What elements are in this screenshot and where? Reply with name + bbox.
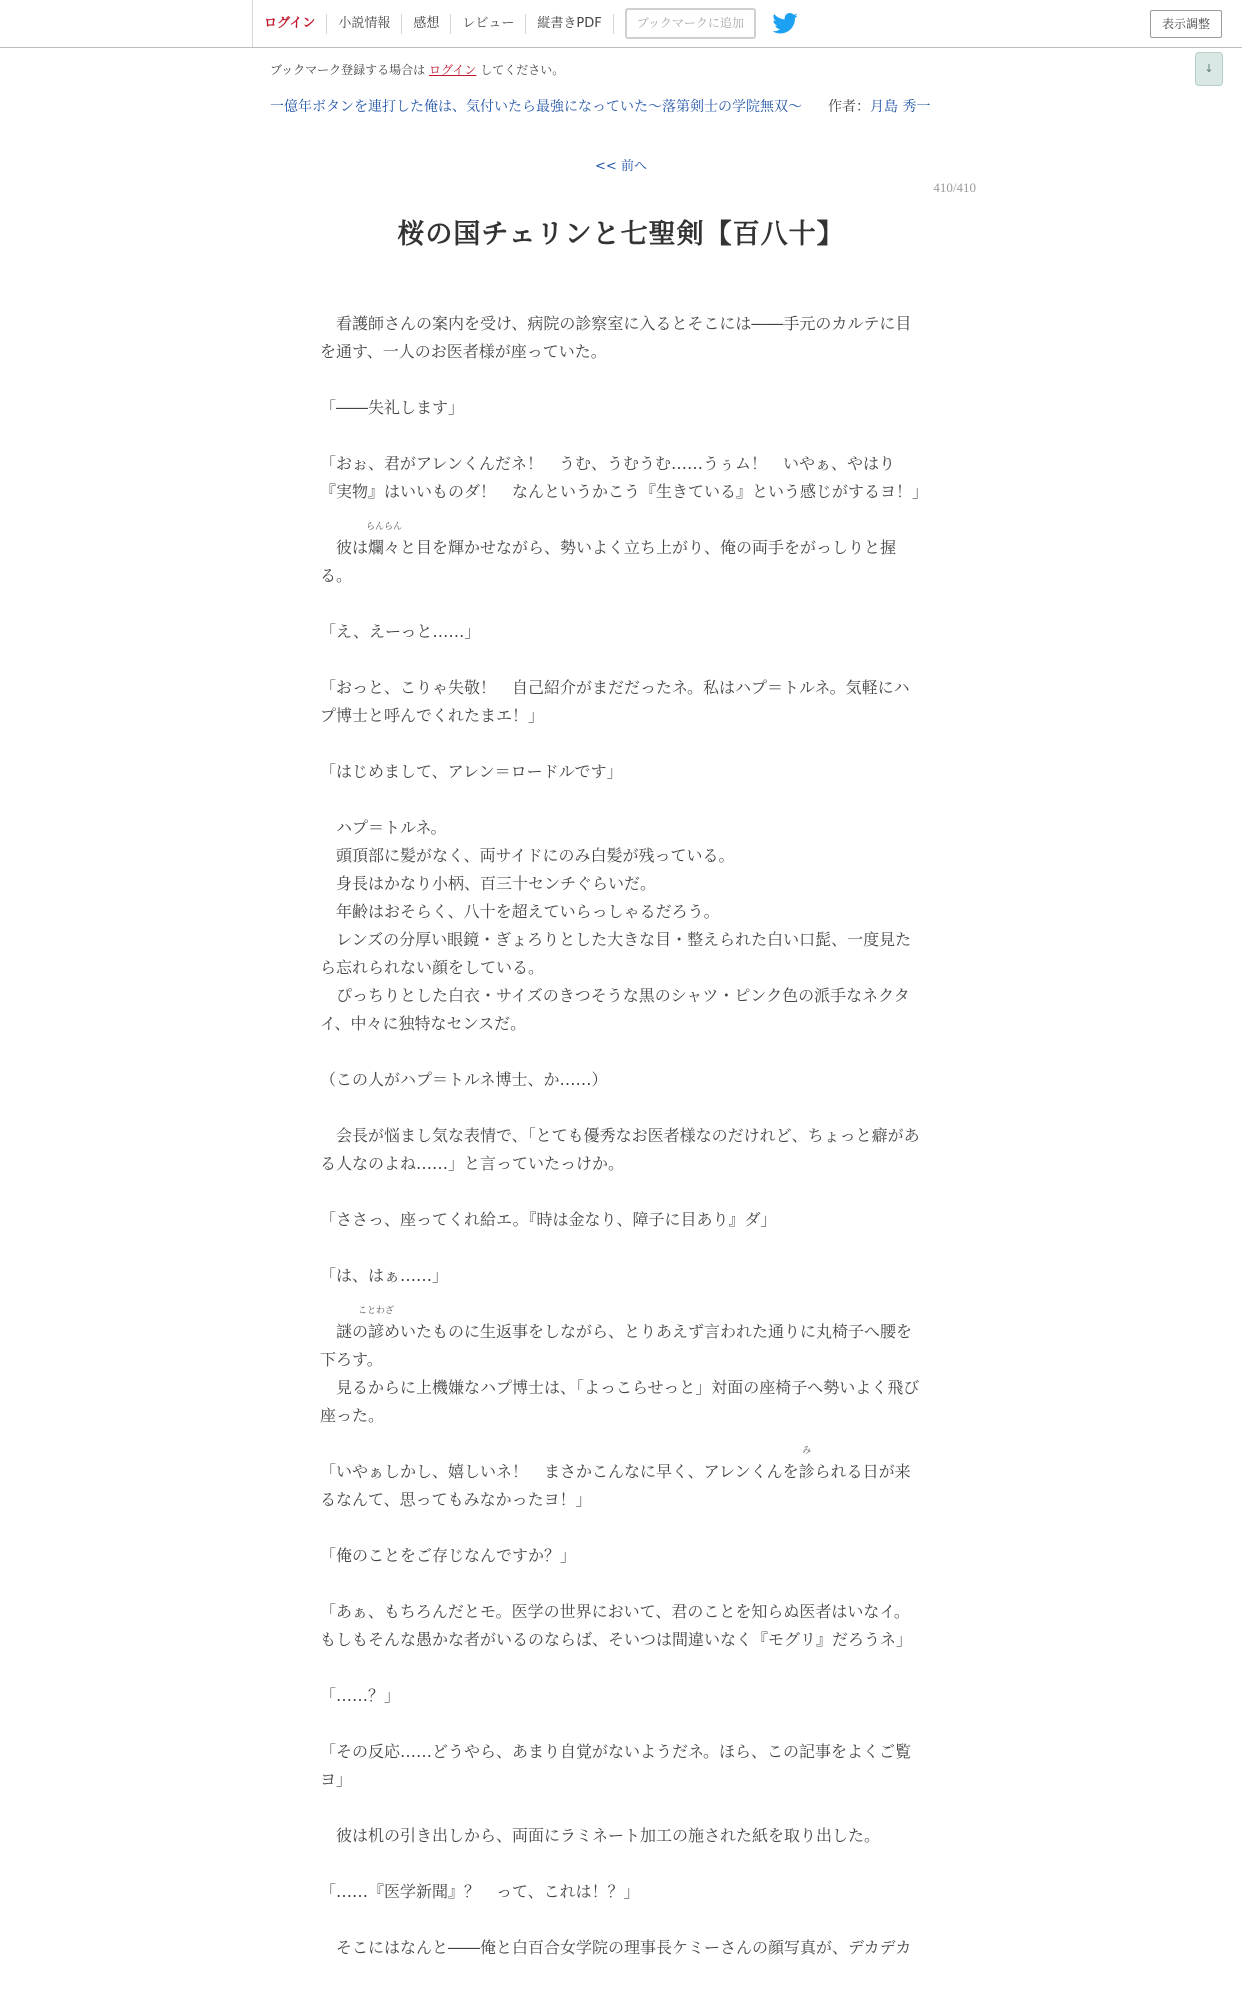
nav-menu <box>252 0 798 47</box>
paragraph: 「え、えーっと……」 <box>320 622 481 641</box>
top-navigation-bar <box>0 0 1242 48</box>
ruby-base: 諺 <box>368 1322 385 1341</box>
text-line: レンズの分厚い眼鏡・ぎょろりとした大きな目・整えられた白い口髭、一度見たら忘れられない顔をしている。 <box>320 930 912 977</box>
prev-link-text[interactable]: << 前へ <box>595 159 647 174</box>
notice-prefix: ブックマーク登録する場合は <box>270 63 426 77</box>
nav-login-link[interactable]: ログイン <box>253 14 327 34</box>
text-line: 年齢はおそらく、八十を超えていらっしゃるだろう。 <box>320 902 720 921</box>
scroll-down-button[interactable]: ↓ <box>1195 52 1223 86</box>
page-number: 410/410 <box>933 180 976 195</box>
paragraph <box>320 1446 922 1514</box>
author-link[interactable]: 月島 秀一 <box>870 99 931 115</box>
paragraph <box>320 814 922 1038</box>
paragraph: 「はじめまして、アレン＝ロードルです」 <box>320 762 623 781</box>
paragraph: 「……？」 <box>320 1686 401 1705</box>
ruby-base: 爛々 <box>368 538 401 557</box>
prev-chapter-link <box>0 155 1242 174</box>
series-header <box>270 96 1010 116</box>
ruby-base: 診 <box>798 1462 815 1481</box>
text-line: ぴっちりとした白衣・サイズのきつそうな黒のシャツ・ピンク色の派手なネクタイ、中々に独特なセンスだ。 <box>320 986 910 1033</box>
paragraph: 「は、はぁ……」 <box>320 1266 449 1285</box>
paragraph: そこにはなんと――俺と白百合女学院の理事長ケミーさんの顔写真が、デカデカ <box>320 1938 912 1957</box>
twitter-icon[interactable] <box>772 13 798 35</box>
ruby-reading: み <box>802 1446 812 1456</box>
ruby-word <box>358 1306 395 1341</box>
ruby-word <box>798 1446 815 1481</box>
ruby-reading: ことわざ <box>358 1306 395 1316</box>
text-run: られる日が来るなんて、思ってもみなかったヨ！」 <box>320 1462 911 1509</box>
author-label: 作者： <box>828 99 870 115</box>
series-title-link[interactable]: 一億年ボタンを連打した俺は、気付いたら最強になっていた～落第剣士の学院無双～ <box>270 99 802 115</box>
chapter-body <box>320 310 929 1990</box>
paragraph: 看護師さんの案内を受け、病院の診察室に入るとそこには――手元のカルテに目を通す、一人のお医者様が座っていた。 <box>320 314 912 361</box>
notice-suffix: してください。 <box>480 63 565 77</box>
text-run: めいたものに生返事をしながら、とりあえず言われた通りに丸椅子へ腰を下ろす。 <box>320 1322 913 1369</box>
paragraph: 「おぉ、君がアレンくんだネ！ うむ、うむうむ……うぅム！ いやぁ、やはり『実物』はいいものダ！ なんというかこう『生きている』という感じがするヨ！」 <box>320 454 929 501</box>
nav-novel-info-link[interactable]: 小説情報 <box>327 14 402 34</box>
text-run: と目を輝かせながら、勢いよく立ち上がり、俺の両手をがっしりと握る。 <box>320 538 897 585</box>
bookmark-login-notice <box>270 61 564 78</box>
nav-impressions-link[interactable]: 感想 <box>402 14 451 34</box>
ruby-word <box>366 522 403 557</box>
display-settings-button[interactable]: 表示調整 <box>1150 10 1222 38</box>
paragraph: 「――失礼します」 <box>320 398 465 417</box>
paragraph: 会長が悩まし気な表情で、「とても優秀なお医者様なのだけれど、ちょっと癖がある人なのよね……」と言っていたっけか。 <box>320 1126 920 1173</box>
paragraph <box>320 522 922 590</box>
text-line: ハプ＝トルネ。 <box>320 818 447 837</box>
paragraph: 「その反応……どうやら、あまり自覚がないようだネ。ほら、この記事をよくご覧ヨ」 <box>320 1742 912 1789</box>
nav-vertical-pdf-link[interactable]: 縦書きPDF <box>526 14 613 34</box>
text-run: 謎の <box>320 1322 369 1341</box>
text-line: 身長はかなり小柄、百三十センチぐらいだ。 <box>320 874 657 893</box>
text-run: 「いやぁしかし、嬉しいネ！ まさかこんなに早く、アレンくんを <box>320 1462 799 1481</box>
paragraph: 「俺のことをご存じなんですか？」 <box>320 1546 577 1565</box>
nav-review-link[interactable]: レビュー <box>451 14 526 34</box>
chapter-title: 桜の国チェリンと七聖剣【百八十】 <box>397 219 845 250</box>
paragraph: 「……『医学新聞』？ って、これは！？」 <box>320 1882 640 1901</box>
text-line: 頭頂部に髪がなく、両サイドにのみ白髪が残っている。 <box>320 846 735 865</box>
text-run: 彼は <box>320 538 369 557</box>
paragraph: 「あぁ、もちろんだとモ。医学の世界において、君のことを知らぬ医者はいなイ。もしもそんな愚かな者がいるのならば、そいつは間違いなく『モグリ』だろうネ」 <box>320 1602 913 1649</box>
paragraph: 「ささっ、座ってくれ給エ。『時は金なり、障子に目あり』ダ」 <box>320 1210 777 1229</box>
ruby-reading: らんらん <box>366 522 403 532</box>
paragraph: 「おっと、こりゃ失敬！ 自己紹介がまだだったネ。私はハプ＝トルネ。気軽にハプ博士と呼んでくれたまエ！」 <box>320 678 910 725</box>
paragraph: 彼は机の引き出しから、両面にラミネート加工の施された紙を取り出した。 <box>320 1826 881 1845</box>
text-line: 見るからに上機嫌なハプ博士は、「よっこらせっと」対面の座椅子へ勢いよく飛び座った。 <box>320 1378 920 1425</box>
add-bookmark-button[interactable]: ブックマークに追加 <box>625 8 756 39</box>
paragraph <box>320 1306 922 1430</box>
paragraph: （この人がハプ＝トルネ博士、か……） <box>320 1070 608 1089</box>
notice-login-link[interactable]: ログイン <box>429 63 477 77</box>
